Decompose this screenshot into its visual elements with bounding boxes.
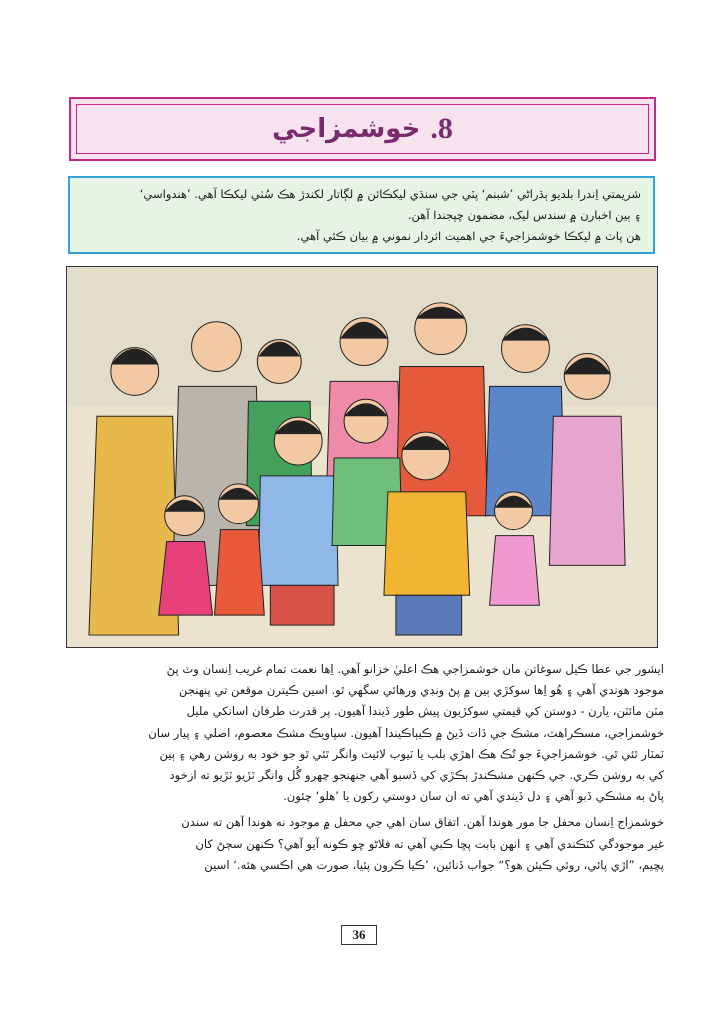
body-line: ايشور جي عطا ڪيل سوغاتن مان خوشمزاجي هڪ اعليٰ خزانو آهي. اِها نعمت تمام غريب اِنسان وٽ پڻ — [166, 662, 664, 676]
body-line: مٽن مائٽن، يارن - دوستن کي قيمتي سوکڙيون پيش طور ڏيندا آهيون. پر قدرت طرفان اسانکي مليل — [186, 704, 664, 719]
intro-line: هن پاٺ ۾ ليکڪا خوشمزاجيءَ جي اهميت اثردار نموني ۾ بيان ڪئي آهي. — [296, 229, 641, 243]
family-illustration — [66, 266, 658, 648]
author-intro-box — [68, 176, 655, 254]
body-line: خوشمزاج اِنسان محفل جا مور هوندا آهن. اتفاق سان اهي جي محفل ۾ موجود نه هوندا آهن ته سندن — [181, 815, 664, 830]
child-girl-left — [159, 496, 213, 615]
child-girl-middle — [215, 484, 265, 615]
intro-line: ۽ ٻين اخبارن ۾ سندس ليک، مضمون ڇپجندا آهن. — [407, 208, 641, 222]
body-line: ٽمٽار ٿئي ٿي. خوشمزاجيءَ جو تُڪ هڪ اهڙي بلب يا ٽيوب لائيٽ وانگر ٿئي ٿو جو خود به روشن رهي ۽ ٻين — [159, 746, 664, 761]
body-line: غير موجودگي کٽڪندي آهي ۽ انهن بابت پڇا ڪبي آهي ته فلاڻو ڇو ڪونه آيو آهي؟ ڪنهن سڄڻ کان — [195, 836, 664, 851]
body-line: کي به روشن ڪري. جي ڪنهن مشڪندڙ ٻڪڙي کي ڏسبو آهي جنهنجو چهرو گُل وانگر ٽڙيو ٽڙيو ته ازخود — [169, 768, 664, 783]
chapter-title: خوشمزاجي — [272, 114, 421, 144]
body-line: پاڻ به مشڪي ڏبو آهي ۽ دل ڏيندي آهي ته ان سان دوستي رکون يا ’هلو‘ چئون. — [283, 789, 664, 804]
paragraph — [60, 812, 664, 876]
lesson-body — [60, 659, 664, 876]
body-line: پڇيم، ”اڙي پائي، روئي ڪيئن هو؟“ جواب ڏنائين، ’ڪيا ڪرون پئيا، صورت هي اڪسي هئه.‘ اسين — [204, 857, 664, 872]
family-drawing — [67, 267, 657, 647]
child-girl-right — [490, 492, 540, 605]
intro-line: شريمتي اِندرا بلديو ٻڌراڻي ’شبنم‘ پٽي جي سنڌي ليکڪائن ۾ لڳاتار لکندڙ هڪ سُٺي ليکڪا آهي. ’هندواسي‘ — [139, 187, 641, 201]
body-line: موجود هوندي آهي ۽ هُو اِها سوکڙي ٻين ۾ پڻ ونڊي ورهائي سگهي ٿو. اسين ڪيترن موقعن تي پنهنجن — [178, 683, 664, 698]
chapter-title-banner — [69, 97, 656, 161]
chapter-number: 8. — [430, 112, 453, 145]
chapter-title-frame — [76, 104, 649, 154]
page-number: 36 — [341, 925, 377, 945]
paragraph — [60, 659, 664, 807]
body-line: خوشمزاجي، مسڪراهٽ، مشڪ جي ڏات ڏيڻ ۾ ڪيٻاڪيندا آهيون. سپاويڪ مشڪ معصوم، اصلي ۽ پيار سان — [148, 725, 664, 740]
